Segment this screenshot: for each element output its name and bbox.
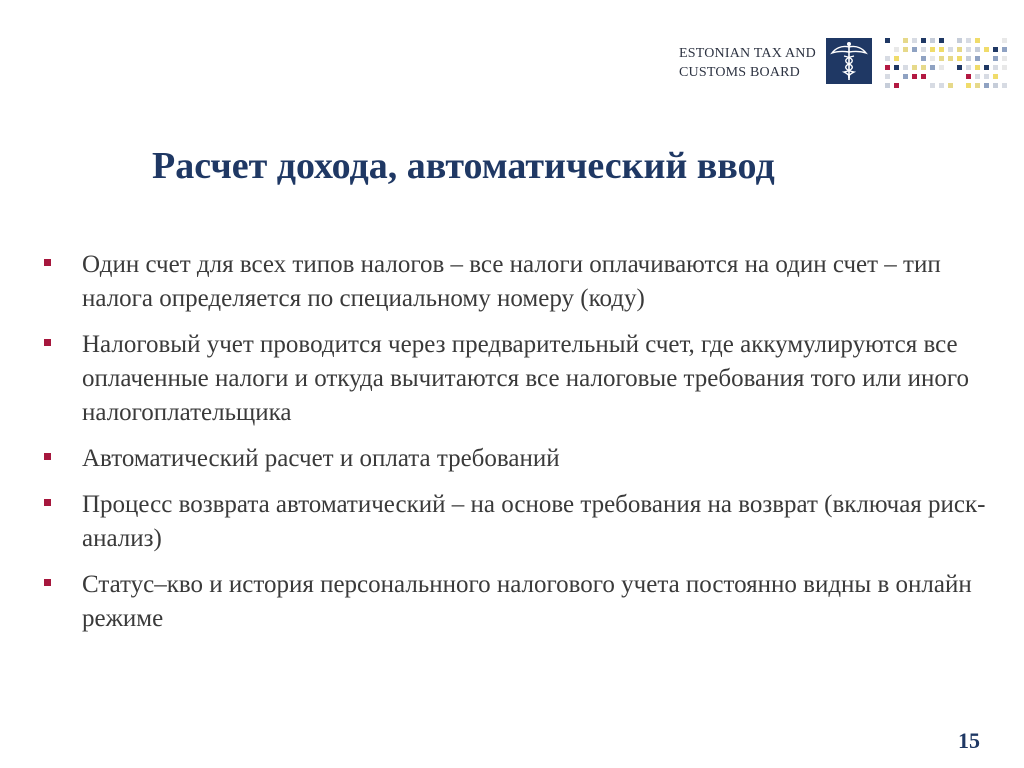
decorative-dot	[948, 56, 953, 61]
bullet-marker	[44, 499, 51, 506]
decorative-dot	[993, 74, 998, 79]
decorative-dot	[984, 47, 989, 52]
decorative-dot	[903, 47, 908, 52]
decorative-dot-grid	[885, 38, 1010, 88]
decorative-dot	[966, 65, 971, 70]
decorative-dot	[885, 56, 890, 61]
bullet-text: Процесс возврата автоматический – на основе требования на возврат (включая риск-анализ)	[82, 491, 986, 552]
page-number: 15	[958, 728, 980, 753]
decorative-dot	[903, 38, 908, 43]
decorative-dot	[930, 83, 935, 88]
decorative-dot	[885, 74, 890, 79]
decorative-dot	[993, 65, 998, 70]
decorative-dot	[885, 65, 890, 70]
decorative-dot	[975, 74, 980, 79]
decorative-dot	[966, 83, 971, 88]
decorative-dot	[948, 47, 953, 52]
decorative-dot	[939, 38, 944, 43]
decorative-dot	[939, 47, 944, 52]
decorative-dot	[912, 47, 917, 52]
decorative-dot	[993, 47, 998, 52]
decorative-dot	[957, 56, 962, 61]
decorative-dot	[930, 65, 935, 70]
decorative-dot	[921, 74, 926, 79]
decorative-dot	[975, 38, 980, 43]
decorative-dot	[1002, 47, 1007, 52]
bullet-marker	[44, 579, 51, 586]
decorative-dot	[912, 38, 917, 43]
decorative-dot	[1002, 56, 1007, 61]
decorative-dot	[984, 74, 989, 79]
decorative-dot	[912, 74, 917, 79]
decorative-dot	[984, 83, 989, 88]
decorative-dot	[903, 74, 908, 79]
bullet-text: Налоговый учет проводится через предварительный счет, где аккумулируются все оплаченные налоги и откуда вычитаются все налоговые требования того или иного налогоплательщика	[82, 331, 970, 426]
bullet-item-3	[40, 442, 1000, 476]
decorative-dot	[975, 83, 980, 88]
bullet-marker	[44, 453, 51, 460]
decorative-dot	[948, 83, 953, 88]
decorative-dot	[957, 38, 962, 43]
decorative-dot	[957, 65, 962, 70]
organization-name	[679, 44, 816, 82]
organization-name-line2: CUSTOMS BOARD	[679, 65, 800, 80]
decorative-dot	[975, 47, 980, 52]
decorative-dot	[894, 65, 899, 70]
decorative-dot	[894, 56, 899, 61]
decorative-dot	[939, 83, 944, 88]
organization-name-line1: ESTONIAN TAX AND	[679, 46, 816, 61]
decorative-dot	[939, 56, 944, 61]
decorative-dot	[885, 38, 890, 43]
decorative-dot	[930, 56, 935, 61]
decorative-dot	[993, 83, 998, 88]
bullet-marker	[44, 339, 51, 346]
decorative-dot	[966, 47, 971, 52]
decorative-dot	[957, 47, 962, 52]
decorative-dot	[966, 38, 971, 43]
bullet-item-4	[40, 488, 1000, 556]
decorative-dot	[912, 65, 917, 70]
decorative-dot	[1002, 38, 1007, 43]
caduceus-icon	[826, 38, 872, 84]
decorative-dot	[975, 56, 980, 61]
decorative-dot	[903, 65, 908, 70]
bullet-text: Статус–кво и история персональнного налогового учета постоянно видны в онлайн режиме	[82, 571, 972, 632]
bullet-item-1	[40, 248, 1000, 316]
bullet-text: Один счет для всех типов налогов – все налоги оплачиваются на один счет – тип налога определяется по специальному номеру (коду)	[82, 251, 941, 312]
bullet-item-2	[40, 328, 1000, 430]
decorative-dot	[894, 47, 899, 52]
decorative-dot	[921, 47, 926, 52]
decorative-dot	[930, 38, 935, 43]
slide-title: Расчет дохода, автоматический ввод	[152, 145, 775, 187]
bullet-marker	[44, 259, 51, 266]
decorative-dot	[885, 83, 890, 88]
decorative-dot	[921, 38, 926, 43]
decorative-dot	[894, 83, 899, 88]
decorative-dot	[939, 65, 944, 70]
bullet-text: Автоматический расчет и оплата требований	[82, 445, 560, 472]
decorative-dot	[966, 56, 971, 61]
decorative-dot	[930, 47, 935, 52]
bullet-list	[40, 248, 1000, 648]
decorative-dot	[975, 65, 980, 70]
bullet-item-5	[40, 568, 1000, 636]
caduceus-icon-graphic	[826, 38, 872, 84]
decorative-dot	[1002, 83, 1007, 88]
decorative-dot	[921, 56, 926, 61]
decorative-dot	[966, 74, 971, 79]
decorative-dot	[984, 65, 989, 70]
decorative-dot	[921, 65, 926, 70]
decorative-dot	[993, 56, 998, 61]
decorative-dot	[1002, 65, 1007, 70]
